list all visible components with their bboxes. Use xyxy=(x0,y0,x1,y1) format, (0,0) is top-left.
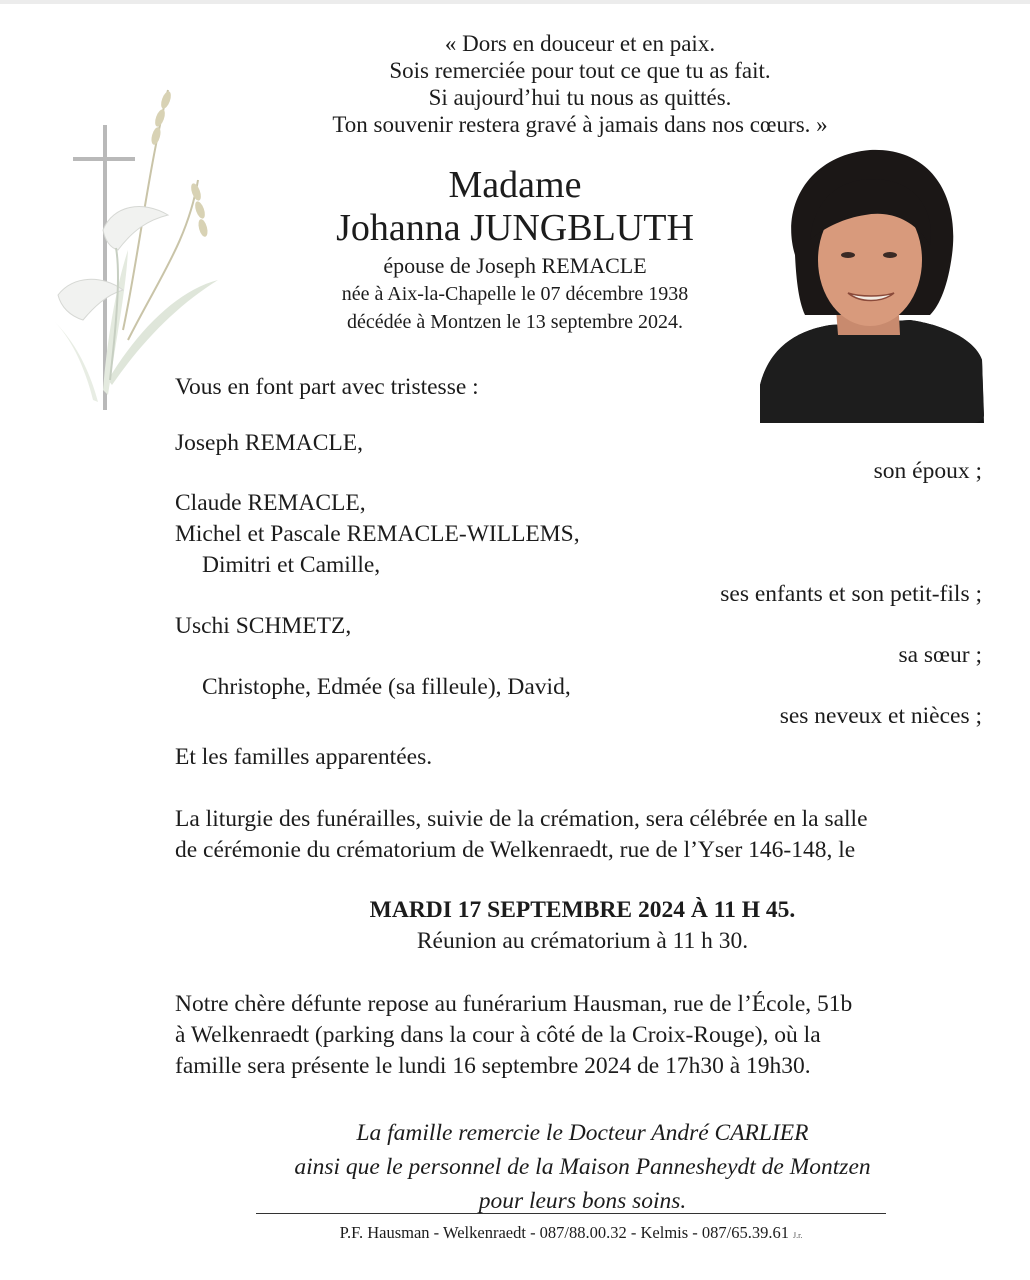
child-name: Michel et Pascale REMACLE-WILLEMS, xyxy=(175,521,580,547)
thanks-line: ainsi que le personnel de la Maison Pannesheydt de Montzen xyxy=(294,1154,871,1180)
sister-relation: sa sœur ; xyxy=(898,642,982,668)
thanks-paragraph xyxy=(175,1116,990,1218)
death-line: décédée à Montzen le 13 septembre 2024. xyxy=(347,311,683,333)
liturgy-line: de cérémonie du crématorium de Welkenraedt, rue de l’Yser 146-148, le xyxy=(175,837,856,863)
liturgy-line: La liturgie des funérailles, suivie de la crémation, sera célébrée en la salle xyxy=(175,806,868,832)
grandchild-name: Dimitri et Camille, xyxy=(202,552,381,578)
spouse-line: épouse de Joseph REMACLE xyxy=(383,253,647,278)
meeting-time: Réunion au crématorium à 11 h 30. xyxy=(416,928,749,954)
liturgy-paragraph xyxy=(175,804,990,866)
footer xyxy=(256,1222,886,1247)
ceremony-date: MARDI 17 SEPTEMBRE 2024 À 11 H 45. xyxy=(369,897,796,923)
funeral-home-contact: P.F. Hausman - Welkenraedt - 087/88.00.32 - Kelmis - 087/65.39.61 xyxy=(339,1223,790,1242)
spouse-relation: son époux ; xyxy=(873,458,982,484)
spouse-name: Joseph REMACLE, xyxy=(175,430,363,456)
funerarium-line: à Welkenraedt (parking dans la cour à côté de la Croix-Rouge), où la xyxy=(175,1022,821,1048)
funerarium-paragraph xyxy=(175,989,990,1082)
poem-line: « Dors en douceur et en paix. xyxy=(444,31,716,56)
poem-line: Ton souvenir restera gravé à jamais dans nos cœurs. » xyxy=(332,112,828,137)
announcement: Vous en font part avec tristesse : xyxy=(175,374,479,400)
signature-mark: J.r. xyxy=(793,1231,803,1240)
nephews-relation: ses neveux et nièces ; xyxy=(779,703,982,729)
birth-line: née à Aix-la-Chapelle le 07 décembre 1938 xyxy=(341,283,689,305)
children-relation: ses enfants et son petit-fils ; xyxy=(720,581,982,607)
cross-with-lilies-and-wheat-icon xyxy=(48,80,228,420)
deceased-header xyxy=(230,164,800,336)
honorific: Madame xyxy=(448,164,582,206)
other-families: Et les familles apparentées. xyxy=(175,744,433,770)
portrait-photo xyxy=(760,145,984,423)
footer-divider xyxy=(256,1213,886,1214)
ceremony-date-block xyxy=(175,895,990,957)
poem-line: Sois remerciée pour tout ce que tu as fait. xyxy=(389,58,771,83)
thanks-line: pour leurs bons soins. xyxy=(478,1188,687,1214)
thanks-line: La famille remercie le Docteur André CARLIER xyxy=(356,1120,809,1146)
sister-name: Uschi SCHMETZ, xyxy=(175,613,352,639)
poem-line: Si aujourd’hui tu nous as quittés. xyxy=(428,85,732,110)
deceased-name: Johanna JUNGBLUTH xyxy=(336,207,694,249)
funerarium-line: Notre chère défunte repose au funérarium Hausman, rue de l’École, 51b xyxy=(175,991,853,1017)
child-name: Claude REMACLE, xyxy=(175,490,366,516)
poem xyxy=(240,30,920,138)
nephews-names: Christophe, Edmée (sa filleule), David, xyxy=(202,674,571,700)
funerarium-line: famille sera présente le lundi 16 septembre 2024 de 17h30 à 19h30. xyxy=(175,1053,811,1079)
